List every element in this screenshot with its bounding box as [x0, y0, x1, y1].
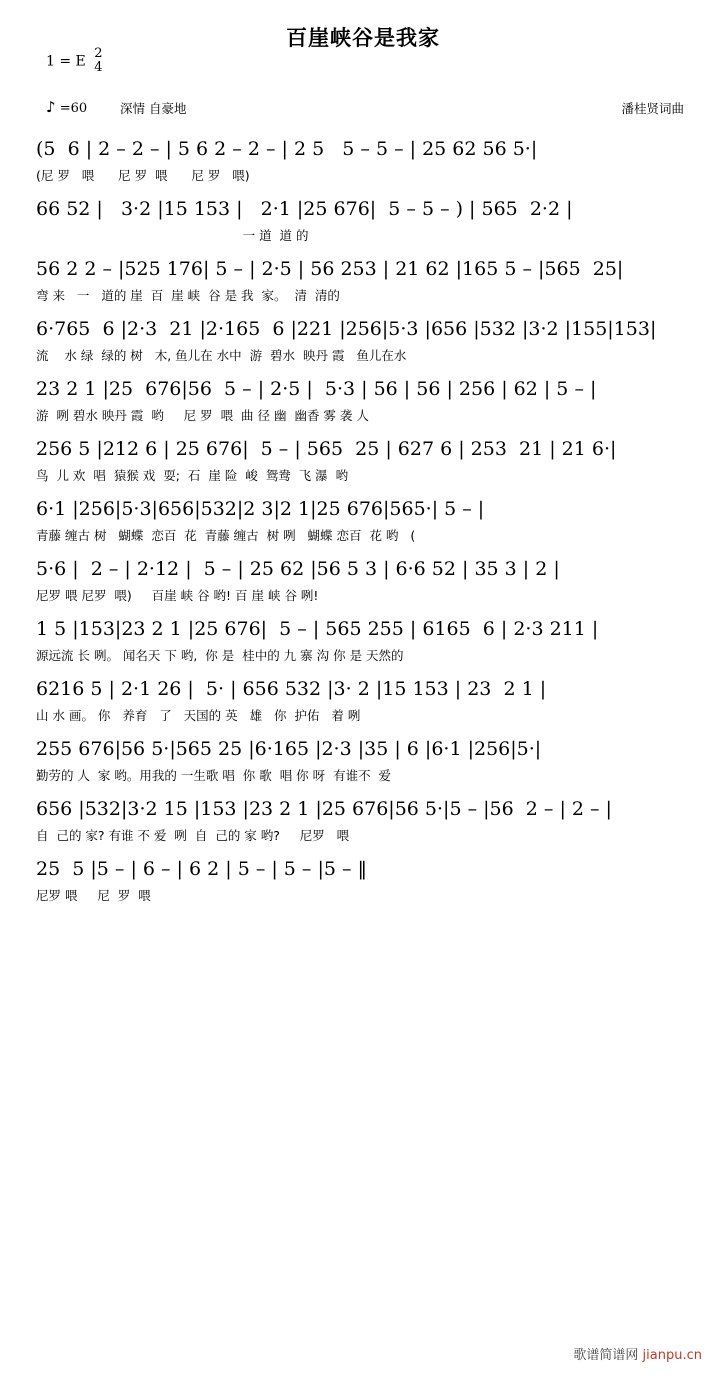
score-line [36, 612, 708, 666]
author-credit: 潘桂贤词曲 [621, 101, 684, 116]
quarter-note-icon: ♪ [46, 98, 56, 116]
lyrics-row: 尼罗 喂 尼 罗 喂 [36, 888, 151, 903]
lyrics-row: 勤劳的 人 家 哟。用我的 一生歌 唱 你 歌 唱 你 呀 有谁不 爱 [36, 768, 392, 783]
page-title: 百崖峡谷是我家 [286, 26, 440, 50]
key-label: 1 = E [46, 53, 86, 70]
score-line [36, 132, 708, 186]
key-signature [46, 48, 103, 75]
tempo-marking [46, 98, 87, 116]
score-line [36, 672, 708, 726]
notation-row: 256 5 |212 6 | 25 676| 5 – | 565 25 | 627 6 | 253 21 | 21 6·| [36, 438, 617, 460]
notation-row: 23 2 1 |25 676|56 5 – | 2·5 | 5·3 | 56 | 56 | 256 | 62 | 5 – | [36, 378, 597, 400]
tempo-value: =60 [59, 101, 88, 116]
score-line [36, 312, 708, 366]
lyrics-row: 流 水 绿 绿的 树 木, 鱼儿在 水中 游 碧水 映丹 霞 鱼儿在水 [36, 348, 407, 363]
lyrics-row: 自 己的 家? 有谁 不 爱 咧 自 己的 家 哟? 尼罗 喂 [36, 828, 350, 843]
score-body [36, 132, 708, 912]
lyrics-row: (尼 罗 喂 尼 罗 喂 尼 罗 喂) [36, 168, 250, 183]
score-line [36, 732, 708, 786]
score-line [36, 252, 708, 306]
score-line [36, 552, 708, 606]
notation-row: (5 6 | 2 – 2 – | 5 6 2 – 2 – | 2 5 5 – 5 – | 25 62 56 5·| [36, 138, 538, 160]
score-line [36, 852, 708, 906]
lyrics-row: 游 咧 碧水 映丹 霞 哟 尼 罗 喂 曲 径 幽 幽香 雾 袭 人 [36, 408, 369, 423]
watermark-domain: jianpu.cn [642, 1348, 702, 1363]
notation-row: 255 676|56 5·|565 25 |6·165 |2·3 |35 | 6 |6·1 |256|5·| [36, 738, 542, 760]
notation-row: 56 2 2 – |525 176| 5 – | 2·5 | 56 253 | 21 62 |165 5 – |565 25| [36, 258, 624, 280]
lyrics-row: 一 道 道 的 [36, 228, 309, 243]
notation-row: 656 |532|3·2 15 |153 |23 2 1 |25 676|56 5·|5 – |56 2 – | 2 – | [36, 798, 612, 820]
notation-row: 6216 5 | 2·1 26 | 5· | 656 532 |3· 2 |15 153 | 23 2 1 | [36, 678, 547, 700]
score-line [36, 792, 708, 846]
notation-row: 1 5 |153|23 2 1 |25 676| 5 – | 565 255 | 6165 6 | 2·3 211 | [36, 618, 599, 640]
lyrics-row: 尼罗 喂 尼罗 喂) 百崖 峡 谷 哟! 百 崖 峡 谷 咧! [36, 588, 319, 603]
score-line [36, 492, 708, 546]
watermark [573, 1344, 702, 1363]
score-line [36, 372, 708, 426]
notation-row: 5·6 | 2 – | 2·12 | 5 – | 25 62 |56 5 3 | 6·6 52 | 35 3 | 2 | [36, 558, 560, 580]
watermark-site-name: 歌谱简谱网 [573, 1348, 639, 1363]
lyrics-row: 青藤 缠古 树 蝴蝶 恋百 花 青藤 缠古 树 咧 蝴蝶 恋百 花 哟 ( [36, 528, 416, 543]
lyrics-row: 源远流 长 咧。 闻名天 下 哟, 你 是 桂中的 九 寨 沟 你 是 天然的 [36, 648, 404, 663]
time-signature: 2 4 [94, 46, 103, 75]
score-line [36, 192, 708, 246]
mood-marking: 深情 自豪地 [120, 101, 187, 116]
lyrics-row: 鸟 儿 欢 唱 猿猴 戏 耍; 石 崖 险 峻 鸳鸯 飞 瀑 哟 [36, 468, 349, 483]
notation-row: 66 52 | 3·2 |15 153 | 2·1 |25 676| 5 – 5 – ) | 565 2·2 | [36, 198, 573, 220]
score-line [36, 432, 708, 486]
notation-row: 25 5 |5 – | 6 – | 6 2 | 5 – | 5 – |5 – ‖ [36, 858, 368, 880]
notation-row: 6·765 6 |2·3 21 |2·165 6 |221 |256|5·3 |656 |532 |3·2 |155|153| [36, 318, 657, 340]
lyrics-row: 山 水 画。 你 养育 了 天国的 英 雄 你 护佑 着 咧 [36, 708, 361, 723]
lyrics-row: 弯 来 一 道的 崖 百 崖 峡 谷 是 我 家。 清 清的 [36, 288, 340, 303]
notation-row: 6·1 |256|5·3|656|532|2 3|2 1|25 676|565·| 5 – | [36, 498, 485, 520]
